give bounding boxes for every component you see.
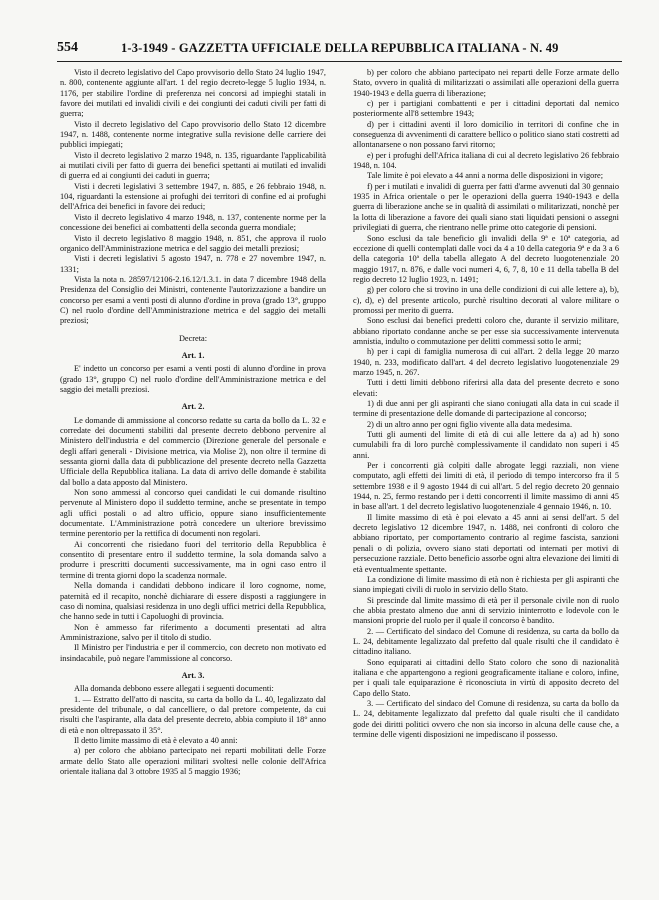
paragraph: f) per i mutilati e invalidi di guerra per fatti d'arme avvenuti dal 30 gennaio 1935 in Africa orientale o per le operazioni della guerra 1940-1943 e della guerra di liberazione anche se in qualità di assimilati o militarizzati, nonchè per la lotta di liberazione a favore dei quali siano stati liquidati pensioni o assegni privilegiati di guerra, che rientrano nelle prime otto categorie di pensioni.: [353, 181, 619, 233]
header-rule: [57, 61, 622, 62]
paragraph: b) per coloro che abbiano partecipato nei reparti delle Forze armate dello Stato, ovvero in qualità di militarizzati o assimilati alle operazioni della guerra 1940-1943 e della guerra di liberazione;: [353, 68, 619, 98]
paragraph: Nella domanda i candidati debbono indicare il loro cognome, nome, paternità ed il recapito, nonchè dichiarare di essere disposti a raggiungere in caso di nomina, qualsiasi residenza in uno degli uffici metrici della Repubblica, che hanno sede in tutti i Capoluoghi di provincia.: [60, 581, 326, 622]
paragraph: Alla domanda debbono essere allegati i seguenti documenti:: [74, 684, 274, 694]
paragraph: Tutti i detti limiti debbono riferirsi alla data del presente decreto e sono elevati:: [353, 378, 619, 398]
paragraph: Visto il decreto legislativo 2 marzo 1948, n. 135, riguardante l'applicabilità ai mutilati civili per fatto di guerra dei benefici spettanti ai mutilati ed invalidi di guerra ed ai congiunti dei caduti in guerra;: [60, 150, 326, 181]
paragraph: Sono esclusi dai benefici predetti coloro che, durante il servizio militare, abbiano riportato condanne anche se per esse sia successivamente intervenuta amnistia, indulto o commutazione per delitti commessi sotto le armi;: [353, 316, 619, 346]
page-number: 554: [57, 40, 78, 55]
paragraph: 2. — Certificato del sindaco del Comune di residenza, su carta da bollo da L. 24, debitamente legalizzato dal prefetto dal quale risulti che il candidato è cittadino italiano.: [353, 626, 619, 657]
article-heading: Art. 1.: [181, 350, 205, 360]
paragraph: Per i concorrenti già colpiti dalle abrogate leggi razziali, non viene computato, agli effetti dei limiti di età, il periodo di tempo intercorso fra il 5 settembre 1938 e il 9 agosto 1944 di cui all'art. 5 del regio decreto 20 gennaio 1944, n. 25, fermo restando per i detti concorrenti il limite massimo di anni 45 in base all'art. 1 del decreto legislativo luogotenenziale 4 gennaio 1946, n. 10.: [353, 461, 619, 512]
left-column: [60, 68, 326, 777]
article-heading: Art. 2.: [181, 402, 205, 412]
running-title: 1-3-1949 - GAZZETTA UFFICIALE DELLA REPUBBLICA ITALIANA - N. 49: [121, 41, 559, 55]
paragraph: Sono esclusi da tale beneficio gli invalidi della 9ª e 10ª categoria, ad eccezione di quelli contemplati dalle voci da 4 a 10 della categoria 9ª e da 3 a 6 della categoria 10ª della tabella allegato A del decreto luogotenenziale 20 maggio 1917, n. 876, e dalle voci numeri 4, 6, 7, 8, 10 e 11 della tabella B del regio decreto 12 luglio 1923, n. 1491;: [353, 233, 619, 284]
paragraph: e) per i profughi dell'Africa italiana di cui al decreto legislativo 26 febbraio 1948, n. 104.: [353, 150, 619, 171]
paragraph: Sono equiparati ai cittadini dello Stato coloro che sono di nazionalità italiana e che appartengono a regioni geograficamente italiane e coloro, infine, per i quali tale equiparazione è riconosciuta in virtù di apposito decreto del Capo dello Stato.: [353, 657, 619, 698]
paragraph: Le domande di ammissione al concorso redatte su carta da bollo da L. 32 e corredate dei documenti stabiliti dal presente decreto debbono pervenire al Ministero dell'industria e del commercio (Direzione generale del personale e degli affari generali - Divisione metrica, via Molise 2), non oltre il termine di sessanta giorni dalla data di pubblicazione del presente decreto nella Gazzetta Ufficiale della Repubblica italiana. La data di arrivo delle domande è stabilita dal bollo a data apposto dal Ministero.: [60, 415, 326, 487]
right-column: [353, 68, 619, 740]
section-heading: Decreta:: [178, 333, 208, 343]
paragraph: Il Ministro per l'industria e per il commercio, con decreto non motivato ed insindacabile, può negare l'ammissione al concorso.: [60, 643, 326, 663]
paragraph: Visto il decreto legislativo del Capo provvisorio dello Stato 24 luglio 1947, n. 800, contenente aggiunte all'art. 1 del regio decreto-legge 5 luglio 1934, n. 1176, per stabilire l'ordine di preferenza nei concorsi ad impieghi statali in favore dei mutilati ed invalidi civili e dei congiunti dei caduti civili per fatti di guerra;: [60, 68, 326, 119]
paragraph: 3. — Certificato del sindaco del Comune di residenza, su carta da bollo da L. 24, debitamente legalizzato dal prefetto dal quale risulti che il candidato gode dei diritti politici ovvero che non sia incorso in alcuna delle cause che, a termine delle vigenti disposizioni ne impediscano il possesso.: [353, 698, 619, 739]
paragraph: 1. — Estratto dell'atto di nascita, su carta da bollo da L. 40, legalizzato dal presidente del tribunale, o dal cancelliere, o dal pretore competente, da cui risulti che l'aspirante, alla data del presente decreto, abbia compiuto il 18° anno di età e non oltrepassato il 35°.: [60, 694, 326, 735]
paragraph: h) per i capi di famiglia numerosa di cui all'art. 2 della legge 20 marzo 1940, n. 233, modificato dall'art. 4 del decreto legislativo luogotenenziale 29 marzo 1945, n. 267.: [353, 347, 619, 377]
paragraph: Visti i decreti legislativi 5 agosto 1947, n. 778 e 27 novembre 1947, n. 1331;: [60, 254, 326, 274]
paragraph: Visto il decreto legislativo 8 maggio 1948, n. 851, che approva il ruolo organico dell'Amministrazione metrica e del saggio dei metalli preziosi;: [60, 233, 326, 253]
paragraph: La condizione di limite massimo di età non è richiesta per gli aspiranti che siano impiegati civili di ruolo in servizio dello Stato.: [353, 574, 619, 595]
paragraph: Il detto limite massimo di età è elevato a 40 anni:: [74, 735, 238, 745]
paragraph: Tale limite è poi elevato a 44 anni a norma delle disposizioni in vigore;: [367, 171, 604, 181]
paragraph: Non sono ammessi al concorso quei candidati le cui domande risultino pervenute al Ministero dopo il suddetto termine, anche se presentate in tempo agli uffici postali o ad altro ufficio, oppure siano insufficientemente documentate. L'Amministrazione potrà concedere un ulteriore brevissimo termine perentorio per la rettifica di documenti non regolari.: [60, 488, 326, 539]
paragraph: 1) di due anni per gli aspiranti che siano coniugati alla data in cui scade il termine di presentazione delle domande di partecipazione al concorso;: [353, 399, 619, 419]
paragraph: Visto il decreto legislativo del Capo provvisorio dello Stato 12 dicembre 1947, n. 1488, contenente norme integrative sulla revisione delle carriere dei pubblici impiegati;: [60, 119, 326, 150]
page-header: [57, 40, 622, 58]
paragraph: a) per coloro che abbiano partecipato nei reparti mobilitati delle Forze armate dello Stato alle operazioni militari svoltesi nelle colonie dell'Africa orientale italiana dal 3 ottobre 1935 al 5 maggio 1936;: [60, 746, 326, 776]
paragraph: Vista la nota n. 28597/12106-2.16.12/1.3.1. in data 7 dicembre 1948 della Presidenza del Consiglio dei Ministri, contenente l'autorizzazione a bandire un concorso per esami a venti posti di alunno d'ordine in prova (grado 13°, gruppo C) nel ruolo d'ordine dell'Amministrazione metrica e del saggio dei metalli preziosi;: [60, 274, 326, 326]
paragraph: Visti i decreti legislativi 3 settembre 1947, n. 885, e 26 febbraio 1948, n. 104, riguardanti la estensione ai profughi dei territori di confine ed ai profughi dell'Africa dei benefici in favore dei reduci;: [60, 181, 326, 212]
paragraph: 2) di un altro anno per ogni figlio vivente alla data medesima.: [367, 419, 573, 429]
paragraph: Visto il decreto legislativo 4 marzo 1948, n. 137, contenente norme per la concessione dei benefici ai combattenti della seconda guerra mondiale;: [60, 212, 326, 233]
paragraph: c) per i partigiani combattenti e per i cittadini deportati dal nemico posteriormente all'8 settembre 1943;: [353, 99, 619, 119]
paragraph: Si prescinde dal limite massimo di età per il personale civile non di ruolo che abbia prestato almeno due anni di servizio ininterrotto e lodevole con le mansioni proprie del ruolo per il quale il concorso è bandito.: [353, 595, 619, 626]
paragraph: d) per i cittadini aventi il loro domicilio in territori di confine che in conseguenza di avvenimenti di carattere bellico o politico siano stati costretti ad allontanarsene o non possano farvi ritorno;: [353, 119, 619, 150]
paragraph: Il limite massimo di età è poi elevato a 45 anni ai sensi dell'art. 5 del decreto legislativo 12 dicembre 1947, n. 1488, nei confronti di coloro che abbiano riportato, per comportamento contrario al regime fascista, sanzioni penali o di polizia, ovvero siano stati deportati od internati per motivi di persecuzione razziale. Detto beneficio assorbe ogni altra elevazione dei limiti di età eventualmente spettante.: [353, 512, 619, 574]
paragraph: Tutti gli aumenti del limite di età di cui alle lettere da a) ad h) sono cumulabili fra di loro purchè complessivamente il candidato non superi i 45 anni.: [353, 430, 619, 460]
article-heading: Art. 3.: [181, 670, 205, 680]
paragraph: E' indetto un concorso per esami a venti posti di alunno d'ordine in prova (grado 13°, gruppo C) nel ruolo d'ordine dell'Amministrazione metrica e del saggio dei metalli preziosi.: [60, 364, 326, 394]
paragraph: Ai concorrenti che risiedano fuori del territorio della Repubblica è consentito di presentare entro il suddetto termine, la sola domanda salvo a produrre i prescritti documenti successivamente, ma in ogni caso entro il termine di trenta giorni dopo la scadenza normale.: [60, 539, 326, 580]
paragraph: g) per coloro che si trovino in una delle condizioni di cui alle lettere a), b), c), d), e) del presente articolo, purchè risultino decorati al valore militare o promossi per merito di guerra.: [353, 285, 619, 315]
paragraph: Non è ammesso far riferimento a documenti presentati ad altra Amministrazione, salvo per il titolo di studio.: [60, 622, 326, 642]
